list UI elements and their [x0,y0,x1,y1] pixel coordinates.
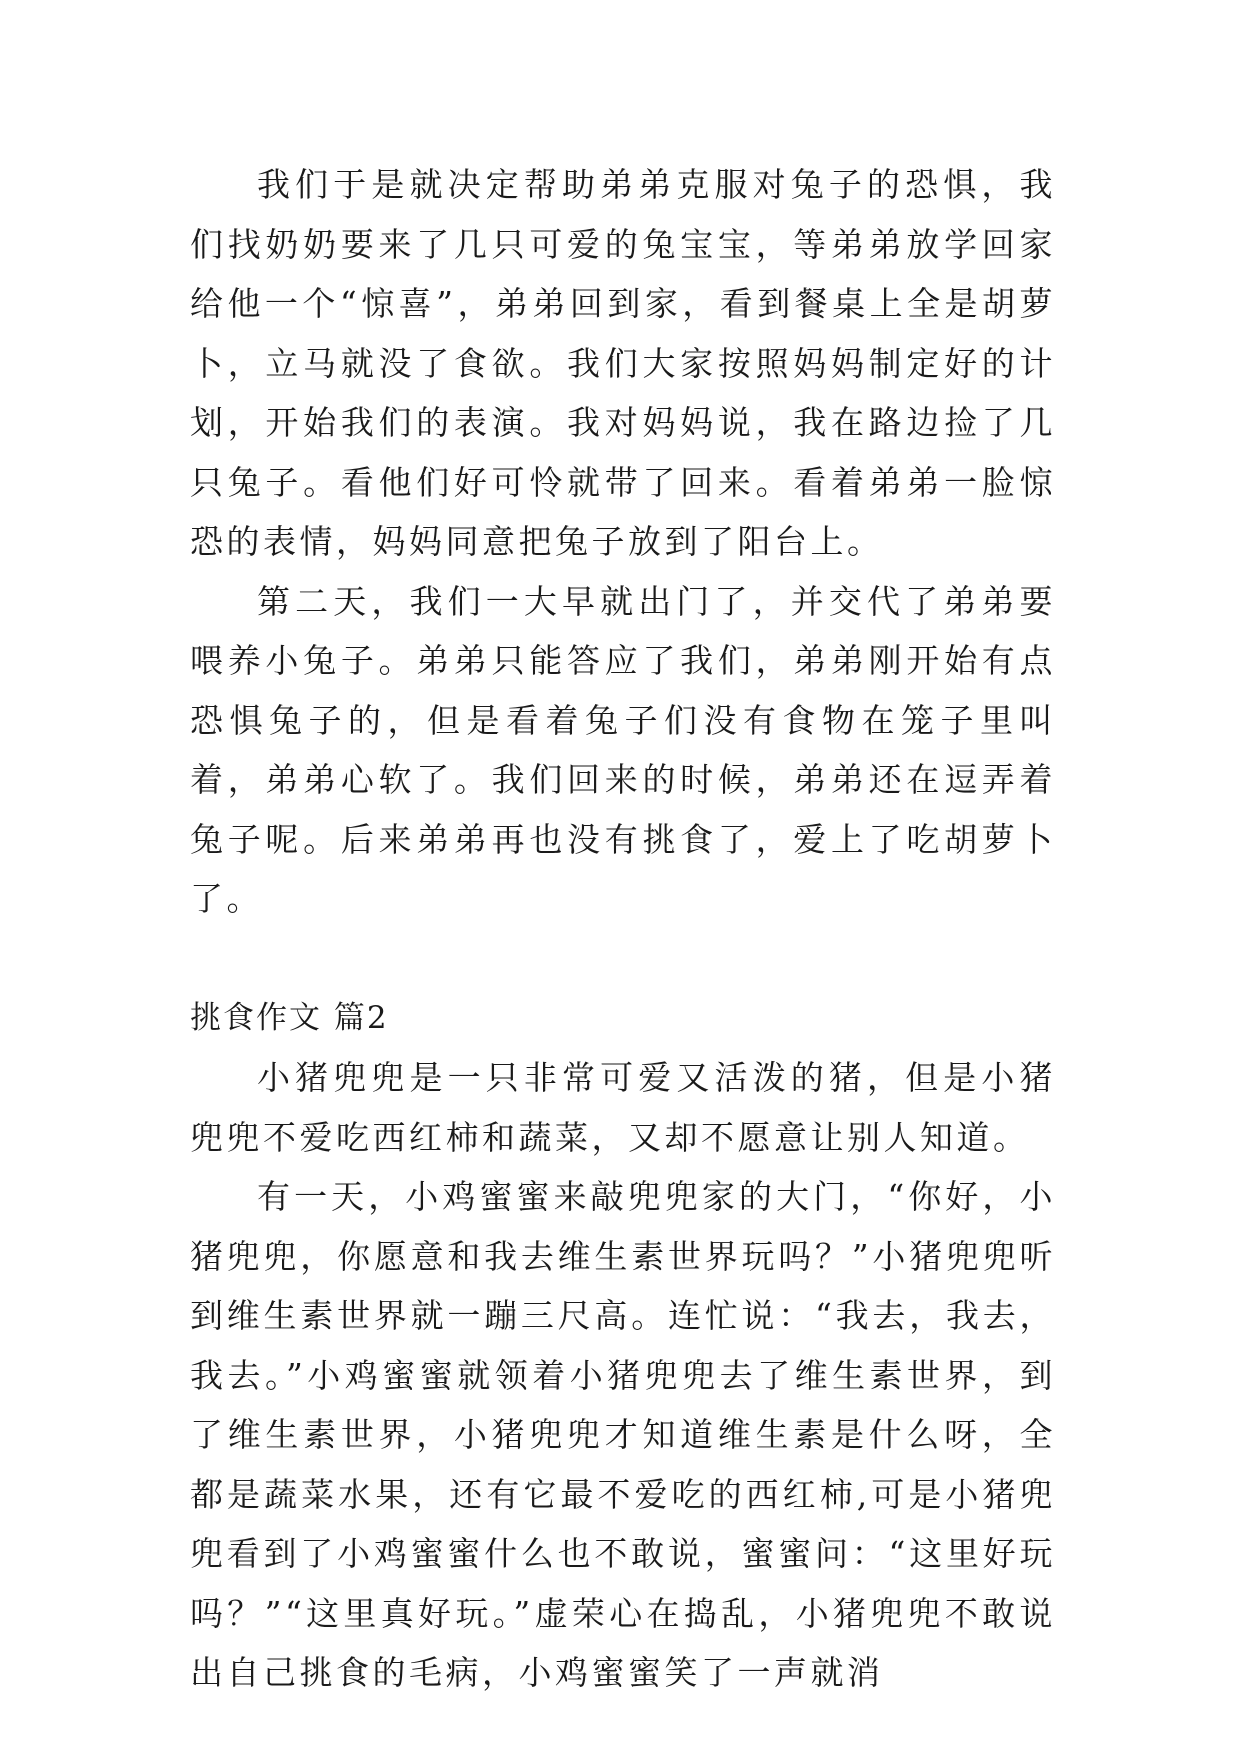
section-heading: 挑食作文 篇2 [190,999,389,1036]
paragraph-vitamin-world: 有一天，小鸡蜜蜜来敲兜兜家的大门，“你好，小猪兜兜，你愿意和我去维生素世界玩吗？”小猪兜兜听到维生素世界就一蹦三尺高。连忙说：“我去，我去，我去。”小鸡蜜蜜就领着小猪兜兜去了维生素世界，到了维生素世界，小猪兜兜才知道维生素是什么呀，全都是蔬菜水果，还有它最不爱吃的西红柿,可是小猪兜兜看到了小鸡蜜蜜什么也不敢说，蜜蜜问：“这里好玩吗？”“这里真好玩。”虚荣心在捣乱，小猪兜兜不敢说出自己挑食的毛病，小鸡蜜蜜笑了一声就消 [190,1177,1056,1692]
paragraph-rabbit-plan: 我们于是就决定帮助弟弟克服对兔子的恐惧，我们找奶奶要来了几只可爱的兔宝宝，等弟弟放学回家给他一个“惊喜”，弟弟回到家，看到餐桌上全是胡萝卜，立马就没了食欲。我们大家按照妈妈制定好的计划，开始我们的表演。我对妈妈说，我在路边捡了几只兔子。看他们好可怜就带了回来。看着弟弟一脸惊恐的表情，妈妈同意把兔子放到了阳台上。 [190,165,1056,561]
paragraph-piggy-intro: 小猪兜兜是一只非常可爱又活泼的猪，但是小猪兜兜不爱吃西红柿和蔬菜，又却不愿意让别人知道。 [190,1058,1056,1157]
paragraph-next-day: 第二天，我们一大早就出门了，并交代了弟弟要喂养小兔子。弟弟只能答应了我们，弟弟刚开始有点恐惧兔子的，但是看着兔子们没有食物在笼子里叫着，弟弟心软了。我们回来的时候，弟弟还在逗弄着兔子呢。后来弟弟再也没有挑食了，爱上了吃胡萝卜了。 [190,581,1056,918]
section-gap [190,929,1056,989]
document-body [190,155,1056,1703]
